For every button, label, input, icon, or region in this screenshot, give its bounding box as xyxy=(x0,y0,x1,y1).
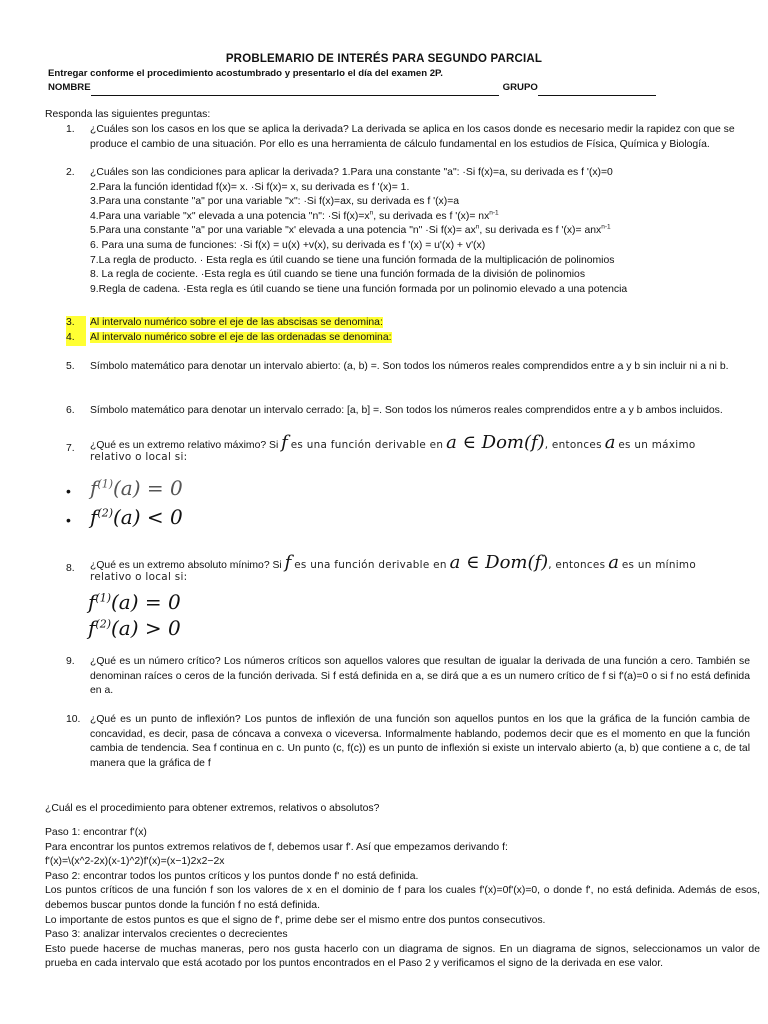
question-text: Al intervalo numérico sobre el eje de las abscisas se denomina: xyxy=(90,317,383,328)
question-text: Al intervalo numérico sobre el eje de las ordenadas se denomina: xyxy=(90,332,392,343)
procedure-line: f'(x)=\(x^2-2x)(x-1)^2)f'(x)=(x−1)2x2−2x xyxy=(45,856,225,868)
question-text: Símbolo matemático para denotar un intervalo abierto: (a, b) =. Son todos los números reales comprendidos entre a y b sin incluir ni a ni b. xyxy=(90,361,729,372)
condition-line: 3.Para una constante "a" por una variable "x": ·Si f(x)=ax, su derivada es f '(x)=a xyxy=(90,196,460,208)
procedure-line: Paso 2: encontrar todos los puntos críticos y los puntos donde f' no está definida. xyxy=(45,870,419,882)
procedure-line: Paso 1: encontrar f'(x) xyxy=(45,827,147,838)
question-text xyxy=(90,166,750,297)
condition-line: 7.La regla de producto. · Esta regla es útil cuando se tiene una función formada de la multiplicación de polinomios xyxy=(90,254,615,266)
question-number: 5. xyxy=(66,361,75,372)
question-text: Símbolo matemático para denotar un intervalo cerrado: [a, b] =. Son todos los números reales comprendidos entre a y b ambos incluidos. xyxy=(90,405,723,416)
bullet-icon: • xyxy=(66,483,71,499)
question-number: 10. xyxy=(66,714,81,725)
document-subtitle: Entregar conforme el procedimiento acostumbrado y presentarlo el día del examen 2P. xyxy=(48,68,443,79)
question-text: ¿Qué es un extremo absoluto mínimo? Si f es una función derivable en a ∈ Dom(f), entonces a es un mínimo relativo o local si: xyxy=(90,552,696,583)
question-number: 9. xyxy=(66,656,75,667)
condition-line: 9.Regla de cadena. ·Esta regla es útil cuando se tiene una función formada por un polinomio elevado a una potencia xyxy=(90,283,628,295)
question-text: ¿Qué es un extremo relativo máximo? Si f es una función derivable en a ∈ Dom(f), entonces a es un máximo relativo o local si: xyxy=(90,432,696,463)
condition-first-derivative: $f^{(1)}(a) = 0$ xyxy=(90,476,183,500)
grupo-label: GRUPO xyxy=(502,82,538,93)
procedure-line: Lo importante de estos puntos es que el signo de f', prime debe ser el mismo entre dos puntos consecutivos. xyxy=(45,914,546,926)
question-number: 4. xyxy=(66,331,86,346)
condition-line: 2.Para la función identidad f(x)= x. ·Si f(x)= x, su derivada es f '(x)= 1. xyxy=(90,181,410,193)
condition-line: 6. Para una suma de funciones: ·Si f(x) = u(x) +v(x), su derivada es f '(x) = u'(x) + v'(x) xyxy=(90,239,486,251)
nombre-blank-line xyxy=(91,85,499,96)
question-number: 1. xyxy=(66,124,75,135)
instructions: Responda las siguientes preguntas: xyxy=(45,109,211,120)
condition-first-derivative: $f^{(1)}(a) = 0$ xyxy=(88,590,181,614)
condition-line: 4.Para una variable "x" elevada a una potencia "n": ·Si $f(x)=x^n$, su derivada es f '$(x)= nx^{n-1}$ xyxy=(90,209,499,222)
name-group-row xyxy=(48,81,688,96)
bullet-icon: • xyxy=(66,512,71,528)
condition-line: ¿Cuáles son las condiciones para aplicar la derivada? 1.Para una constante "a": ·Si f(x)=a, su derivada es f '(x)=0 xyxy=(90,167,613,178)
procedure-body xyxy=(45,826,760,972)
condition-second-derivative: $f^{(2)}(a) > 0$ xyxy=(88,616,181,640)
procedure-line: Los puntos críticos de una función f son los valores de x en el dominio de f para los cuales f'(x)=0f'(x)=0, o donde f', no está definida. Además de esos, debemos buscar puntos donde la función f no está definida. xyxy=(45,885,760,911)
grupo-blank-line xyxy=(538,85,656,96)
question-text: ¿Qué es un punto de inflexión? Los puntos de inflexión de una función son aquellos puntos en los que la gráfica de la función cambia de concavidad, es decir, pasa de cóncava a convexa o viceversa. Informalmente hablando, podemos decir que es el momento en que la función cambia de tendencia. Sea f continua en c. Un punto (c, f(c)) es un punto de inflexión si existe un intervalo abierto (a, b) que contiene a c, de tal manera que la gráfica de f xyxy=(90,714,750,769)
document-title: PROBLEMARIO DE INTERÉS PARA SEGUNDO PARCIAL xyxy=(225,53,543,65)
question-text: ¿Qué es un número crítico? Los números críticos son aquellos valores que resultan de igualar la derivada de una función a cero. También se denominan raíces o ceros de la función derivada. Si f está definida en a, se dirá que a es un numero crítico de f si f'(a)=0 o si f no está definida en a. xyxy=(90,656,750,697)
question-number: 3. xyxy=(66,316,86,331)
procedure-line: Paso 3: analizar intervalos crecientes o decrecientes xyxy=(45,929,288,941)
condition-line: 8. La regla de cociente. ·Esta regla es útil cuando se tiene una función formada de la división de polinomios xyxy=(90,269,586,281)
question-text: ¿Cuáles son los casos en los que se aplica la derivada? La derivada se aplica en los casos donde es necesario medir la rapidez con que se produce el cambio de una situación. Por ello es una herramienta de cálculo fundamental en los estudios de Física, Química y Biología. xyxy=(90,124,735,150)
procedure-line: Esto puede hacerse de muchas maneras, pero nos gusta hacerlo con un diagrama de signos. En un diagrama de signos, seleccionamos un valor de prueba en cada intervalo que está acotado por los puntos encontrados en el Paso 2 y verificamos el signo de la derivada en ese valor. xyxy=(45,943,760,970)
question-number: 7. xyxy=(66,443,75,454)
question-number: 2. xyxy=(66,167,75,178)
procedure-question: ¿Cuál es el procedimiento para obtener extremos, relativos o absolutos? xyxy=(45,803,380,814)
question-number: 6. xyxy=(66,405,75,416)
nombre-label: NOMBRE xyxy=(48,82,91,93)
question-number: 8. xyxy=(66,563,75,574)
procedure-line: Para encontrar los puntos extremos relativos de f, debemos usar f'. Así que empezamos derivando f: xyxy=(45,841,508,853)
condition-second-derivative: $f^{(2)}(a) < 0$ xyxy=(90,505,183,529)
condition-line: 5.Para una constante "a" por una variable "x' elevada a una potencia "n" ·Si $f(x)= ax^n$, su derivada es f '(x)= anx$^{n-1}$ xyxy=(90,223,611,237)
